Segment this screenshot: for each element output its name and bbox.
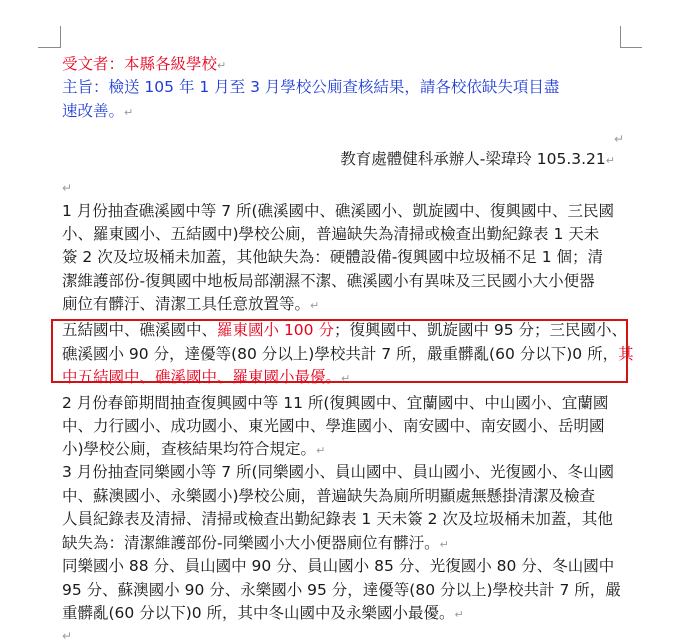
- boxed-line-3: [62, 366, 350, 390]
- recipient-text: 受文者：本縣各級學校: [62, 55, 218, 73]
- para3-line-2: 中、蘇澳國小、永樂國小)學校公廁，普遍缺失為廁所明顯處無懸掛清潔及檢查: [62, 487, 596, 505]
- paragraph-mark: ↵: [454, 608, 464, 621]
- crop-mark-top-left-h: [38, 47, 60, 48]
- para2-line-3-text: 小)學校公廁，查核結果均符合規定。: [62, 440, 317, 458]
- para4-line-3-text: 重髒亂(60 分以下)0 所，其中冬山國中及永樂國小最優。: [62, 604, 455, 622]
- para4-line-1: 同樂國小 88 分、員山國中 90 分、員山國小 85 分、光復國小 80 分、冬山國中: [62, 557, 615, 575]
- paragraph-mark: ↵: [62, 181, 73, 195]
- para1-line-5-text: 廁位有髒汙、清潔工具任意放置等。: [62, 295, 311, 313]
- boxed-line-2-a: 礁溪國小 90 分，達優等(80 分以上)學校共計 7 所，嚴重髒亂(60 分以下)0 所，: [62, 345, 619, 363]
- para1-line-3: 簽 2 次及垃圾桶未加蓋，其他缺失為：硬體設備-復興國中垃圾桶不足 1 個；清: [62, 248, 604, 266]
- paragraph-mark: ↵: [439, 538, 449, 551]
- crop-mark-top-right-h: [620, 47, 642, 48]
- para3-line-3: 人員紀錄表及清掃、清掃或檢查出勤紀錄表 1 天未簽 2 次及垃圾桶未加蓋，其他: [62, 510, 613, 528]
- para1-line-5: [62, 293, 319, 317]
- paragraph-mark: ↵: [614, 132, 625, 146]
- boxed-line-2: [62, 343, 634, 365]
- para3-line-4-text: 缺失為：清潔維護部份-同樂國小大小便器廁位有髒汙。: [62, 534, 440, 552]
- paragraph-mark: ↵: [217, 59, 227, 72]
- boxed-line-1-c: ；復興國中、凱旋國中 95 分；三民國小、: [333, 321, 628, 339]
- para2-line-1: 2 月份春節期間抽查復興國中等 11 所(復興國中、宜蘭國中、中山國小、宜蘭國: [62, 394, 609, 412]
- signature-text: 教育處體健科承辦人-梁瑋玲 105.3.21: [340, 150, 606, 168]
- para4-line-2: 95 分、蘇澳國小 90 分、永樂國小 95 分，達優等(80 分以上)學校共計 7 所，嚴: [62, 581, 621, 599]
- para2-line-2: 中、力行國小、成功國小、東光國中、學進國小、南安國中、南安國小、岳明國: [62, 417, 605, 435]
- para1-line-4: [62, 270, 595, 292]
- boxed-line-3-text: 中五結國中、礁溪國中、羅東國小最優。: [62, 368, 342, 386]
- recipient-line: [62, 53, 226, 77]
- crop-mark-top-right-v: [620, 26, 621, 48]
- paragraph-mark: ↵: [341, 372, 351, 385]
- boxed-line-2-b: 其: [618, 345, 634, 363]
- subject-line-1: [62, 76, 559, 98]
- subject-text-1: 主旨：檢送 105 年 1 月至 3 月學校公廁查核結果，請各校依缺失項目盡: [62, 78, 560, 96]
- para4-line-3: [62, 602, 464, 626]
- para1-line-4-text: 潔維護部份-復興國中地板局部潮濕不潔、礁溪國小有異味及三民國小大小便器: [62, 272, 595, 290]
- para3-line-4: [62, 532, 449, 556]
- paragraph-mark: ↵: [310, 299, 320, 312]
- subject-line-2: [62, 100, 133, 124]
- boxed-line-1-a: 五結國中、礁溪國中、: [62, 321, 218, 339]
- paragraph-mark: ↵: [316, 444, 326, 457]
- subject-text-2: 速改善。: [62, 102, 125, 120]
- crop-mark-top-left-v: [60, 26, 61, 48]
- boxed-line-1-b: 羅東國小 100 分: [217, 321, 334, 339]
- para2-line-3: [62, 438, 325, 462]
- paragraph-mark: ↵: [62, 629, 73, 643]
- paragraph-mark: ↵: [605, 154, 615, 167]
- para1-line-2: 小、羅東國小、五結國中)學校公廁，普遍缺失為清掃或檢查出勤紀錄表 1 天未: [62, 225, 600, 243]
- paragraph-mark: ↵: [124, 106, 134, 119]
- boxed-line-1: [62, 319, 627, 341]
- para3-line-1: 3 月份抽查同樂國小等 7 所(同樂國小、員山國中、員山國小、光復國小、冬山國: [62, 463, 615, 481]
- signature-line: [340, 148, 615, 172]
- para1-line-1: 1 月份抽查礁溪國中等 7 所(礁溪國中、礁溪國小、凱旋國中、復興國中、三民國: [62, 202, 615, 220]
